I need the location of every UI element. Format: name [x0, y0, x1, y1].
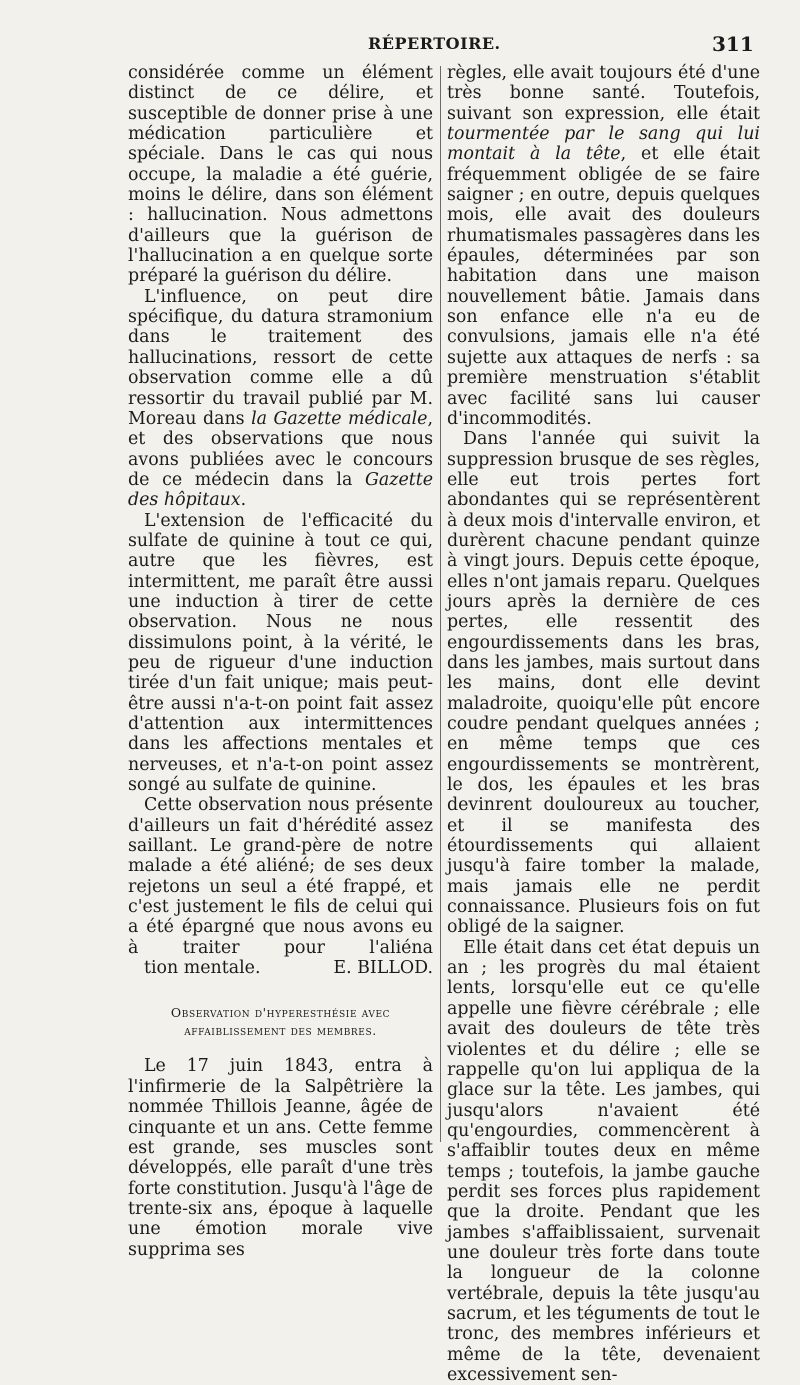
paragraph-last-line: tion mentale. — [144, 958, 261, 979]
text-run: , et des observations que nous avons publiées avec le concours de ce médecin dans la — [128, 408, 433, 490]
author-signature: E. BILLOD. — [333, 958, 433, 979]
journal-title: la Gazette médicale — [251, 408, 428, 429]
heading-line: affaiblissement des membres. — [184, 1023, 377, 1039]
text-run: règles, elle avait toujours été d'une très bonne santé. Toutefois, suivant son expression, elle était — [447, 63, 760, 124]
paragraph-datura — [128, 287, 433, 511]
text-run: . — [240, 490, 247, 511]
paragraph-continued: considérée comme un élément distinct de ce délire, et susceptible de donner prise à une médication particulière et spéciale. Dans le cas qui nous occupe, la maladie a été guérie, moins le délire, dans son élément : hallucination. Nous admettons d'ailleurs que la guérison de l'hallucination a en quelque sorte préparé la guérison du délire. — [128, 63, 433, 287]
running-title: RÉPERTOIRE. — [368, 34, 501, 53]
text-run: , et elle était fréquemment obligée de se faire saigner ; en outre, depuis quelques mois, elle avait des douleurs rhumatismales passagères dans les épaules, déterminées par son habitation dans une maison nouvellement bâtie. Jamais dans son enfance elle n'a eu de convulsions, jamais elle n'a été sujette aux attaques de nerfs : sa première menstruation s'établit avec facilité sans lui causer d'incommodités. — [447, 144, 760, 429]
text-run: L'influence, on peut dire spécifique, du datura stramonium dans le traitement des hallucinations, ressort de cette observation comme elle a dû ressortir du travail publié par M. Moreau dans — [128, 286, 433, 429]
column-divider — [440, 66, 441, 1142]
left-column — [128, 63, 433, 1260]
journal-title: Gazette des hôpitaux — [128, 469, 433, 511]
heading-line: Observation d'hyperesthésie avec — [170, 1005, 391, 1021]
signature-line — [128, 958, 433, 978]
text-run: Cette observation nous présente d'ailleurs un fait d'hérédité assez saillant. Le grand-père de notre malade a été aliéné; de ses deux rejetons un seul a été frappé, et c'est justement le fils de celui qui a été épargné que nous avons eu à traiter pour l'aliéna — [128, 795, 433, 958]
paragraph-case-intro: Le 17 juin 1843, entra à l'infirmerie de la Salpêtrière la nommée Thillois Jeanne, âgée de cinquante et un ans. Cette femme est grande, ses muscles sont développés, elle paraît d'une très forte constitution. Jusqu'à l'âge de trente-six ans, époque à laquelle une émotion morale vive supprima ses — [128, 1056, 433, 1260]
quoted-expression: tourmentée par le sang qui lui montait à la tête — [447, 124, 760, 165]
page-number: 311 — [712, 32, 754, 56]
right-column — [447, 63, 760, 1385]
paragraph-progression: Elle était dans cet état depuis un an ; les progrès du mal étaient lents, lorsqu'elle eut ce qu'elle appelle une fièvre cérébrale ; elle avait des douleurs de tête très violentes et du délire ; elle se rappelle qu'on lui appliqua de la glace sur la tête. Les jambes, qui jusqu'alors n'avaient été qu'engourdies, commencèrent à s'affaiblir toutes deux en même temps ; toutefois, la jambe gauche perdit ses forces plus rapidement que la droite. Pendant que les jambes s'affaiblissaient, survenait une douleur très forte dans toute la longueur de la colonne vertébrale, depuis la tête jusqu'au sacrum, et les téguments de tout le tronc, des membres inférieurs et même de la tête, devenaient excessivement sen- — [447, 937, 760, 1385]
section-heading — [128, 1004, 433, 1040]
paragraph-continued — [447, 63, 760, 429]
paragraph-heredity — [128, 795, 433, 958]
paragraph-losses: Dans l'année qui suivit la suppression brusque de ses règles, elle eut trois pertes fort abondantes qui se représentèrent à deux mois d'intervalle environ, et durèrent chacune pendant quinze à vingt jours. Depuis cette époque, elles n'ont jamais reparu. Quelques jours après la dernière de ces pertes, elle ressentit des engourdissements dans les bras, dans les jambes, mais surtout dans les mains, dont elle devint maladroite, quoiqu'elle pût encore coudre pendant quelques années ; en même temps que ces engourdissements se montrèrent, le dos, les épaules et les bras devinrent douloureux au toucher, et il se manifesta des étourdissements qui allaient jusqu'à faire tomber la malade, mais jamais elle ne perdit connaissance. Plusieurs fois on fut obligé de la saigner. — [447, 429, 760, 938]
paragraph-quinine: L'extension de l'efficacité du sulfate de quinine à tout ce qui, autre que les fièvres, est intermittent, me paraît être aussi une induction à tirer de cette observation. Nous ne nous dissimulons point, à la vérité, le peu de rigueur d'une induction tirée d'un fait unique; mais peut-être aussi n'a-t-on point fait assez d'attention aux intermittences dans les affections mentales et nerveuses, et n'a-t-on point assez songé au sulfate de quinine. — [128, 510, 433, 796]
